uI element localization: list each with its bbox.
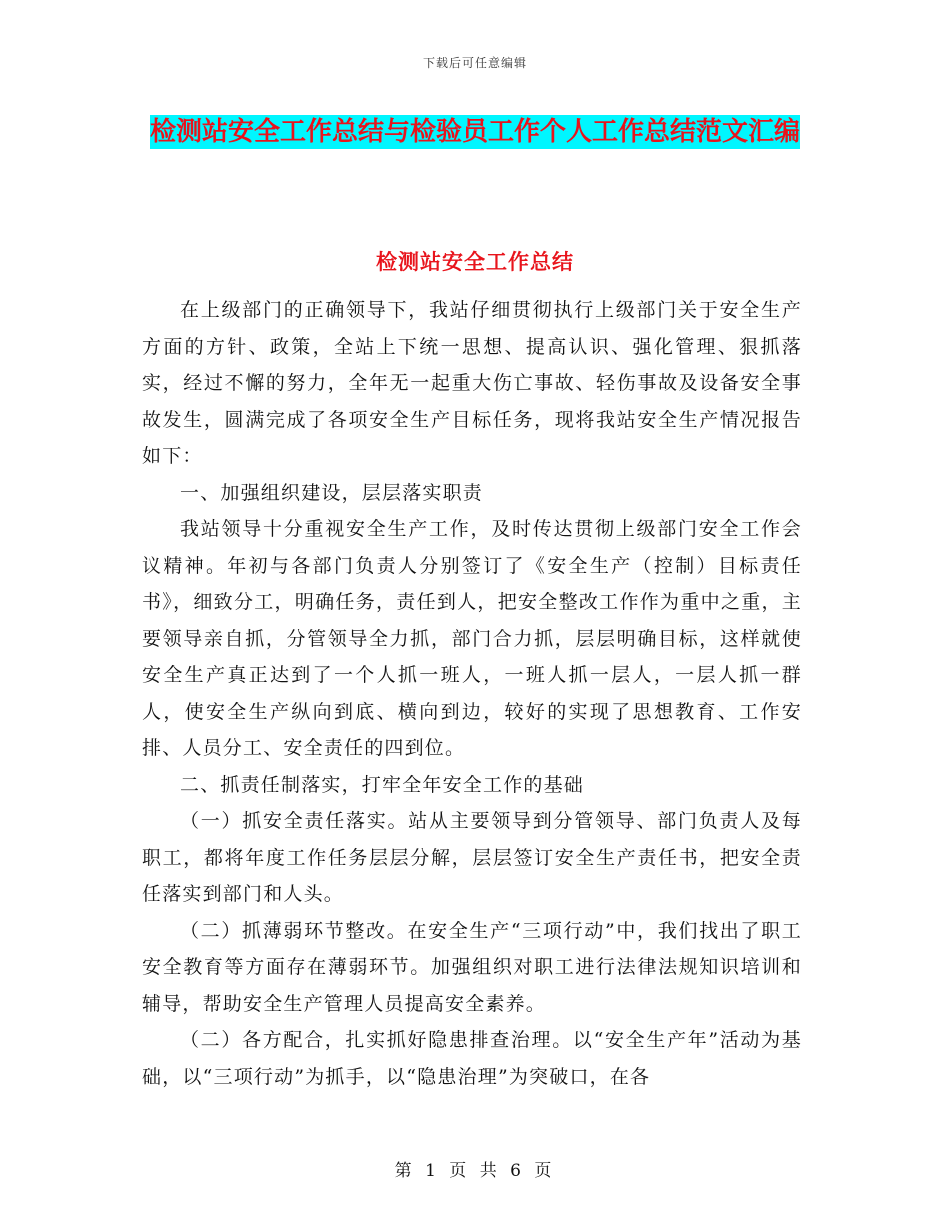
document-title: [140, 108, 810, 156]
paragraph-weak-links: （二）抓薄弱环节整改。在安全生产“三项行动”中，我们找出了职工安全教育等方面存在薄弱环节。加强组织对职工进行法律法规知识培训和辅导，帮助安全生产管理人员提高安全素养。: [142, 919, 802, 1015]
page-footer: 第 1 页 共 6 页: [394, 1161, 556, 1181]
paragraph-organization: 我站领导十分重视安全生产工作，及时传达贯彻上级部门安全工作会议精神。年初与各部门负责人分别签订了《安全生产（控制）目标责任书》，细致分工，明确任务，责任到人，把安全整改工作作为重中之重，主要领导亲自抓，分管领导全力抓，部门合力抓，层层明确目标，这样就使安全生产真正达到了一个人抓一班人，一班人抓一层人，一层人抓一群人，使安全生产纵向到底、横向到边，较好的实现了思想教育、工作安排、人员分工、安全责任的四到位。: [142, 518, 802, 759]
section-title: 检测站安全工作总结: [376, 249, 574, 274]
paragraph-responsibility: （一）抓安全责任落实。站从主要领导到分管领导、部门负责人及每职工，都将年度工作任务层层分解，层层签订安全生产责任书，把安全责任落实到部门和人头。: [142, 810, 802, 905]
paragraph-intro: 在上级部门的正确领导下，我站仔细贯彻执行上级部门关于安全生产方面的方针、政策，全站上下统一思想、提高认识、强化管理、狠抓落实，经过不懈的努力，全年无一起重大伤亡事故、轻伤事故及设备安全事故发生，圆满完成了各项安全生产目标任务，现将我站安全生产情况报告如下：: [142, 299, 802, 467]
paragraph-hazard-control: （二）各方配合，扎实抓好隐患排查治理。以“安全生产年”活动为基础，以“三项行动”为抓手，以“隐患治理”为突破口，在各: [142, 1029, 802, 1088]
heading-two: 二、抓责任制落实，打牢全年安全工作的基础: [180, 773, 585, 796]
document-title-text: 检测站安全工作总结与检验员工作个人工作总结范文汇编: [149, 117, 800, 147]
document-body: [142, 292, 802, 1095]
header-note: 下载后可任意编辑: [422, 56, 527, 70]
heading-one: 一、加强组织建设，层层落实职责: [180, 481, 484, 504]
